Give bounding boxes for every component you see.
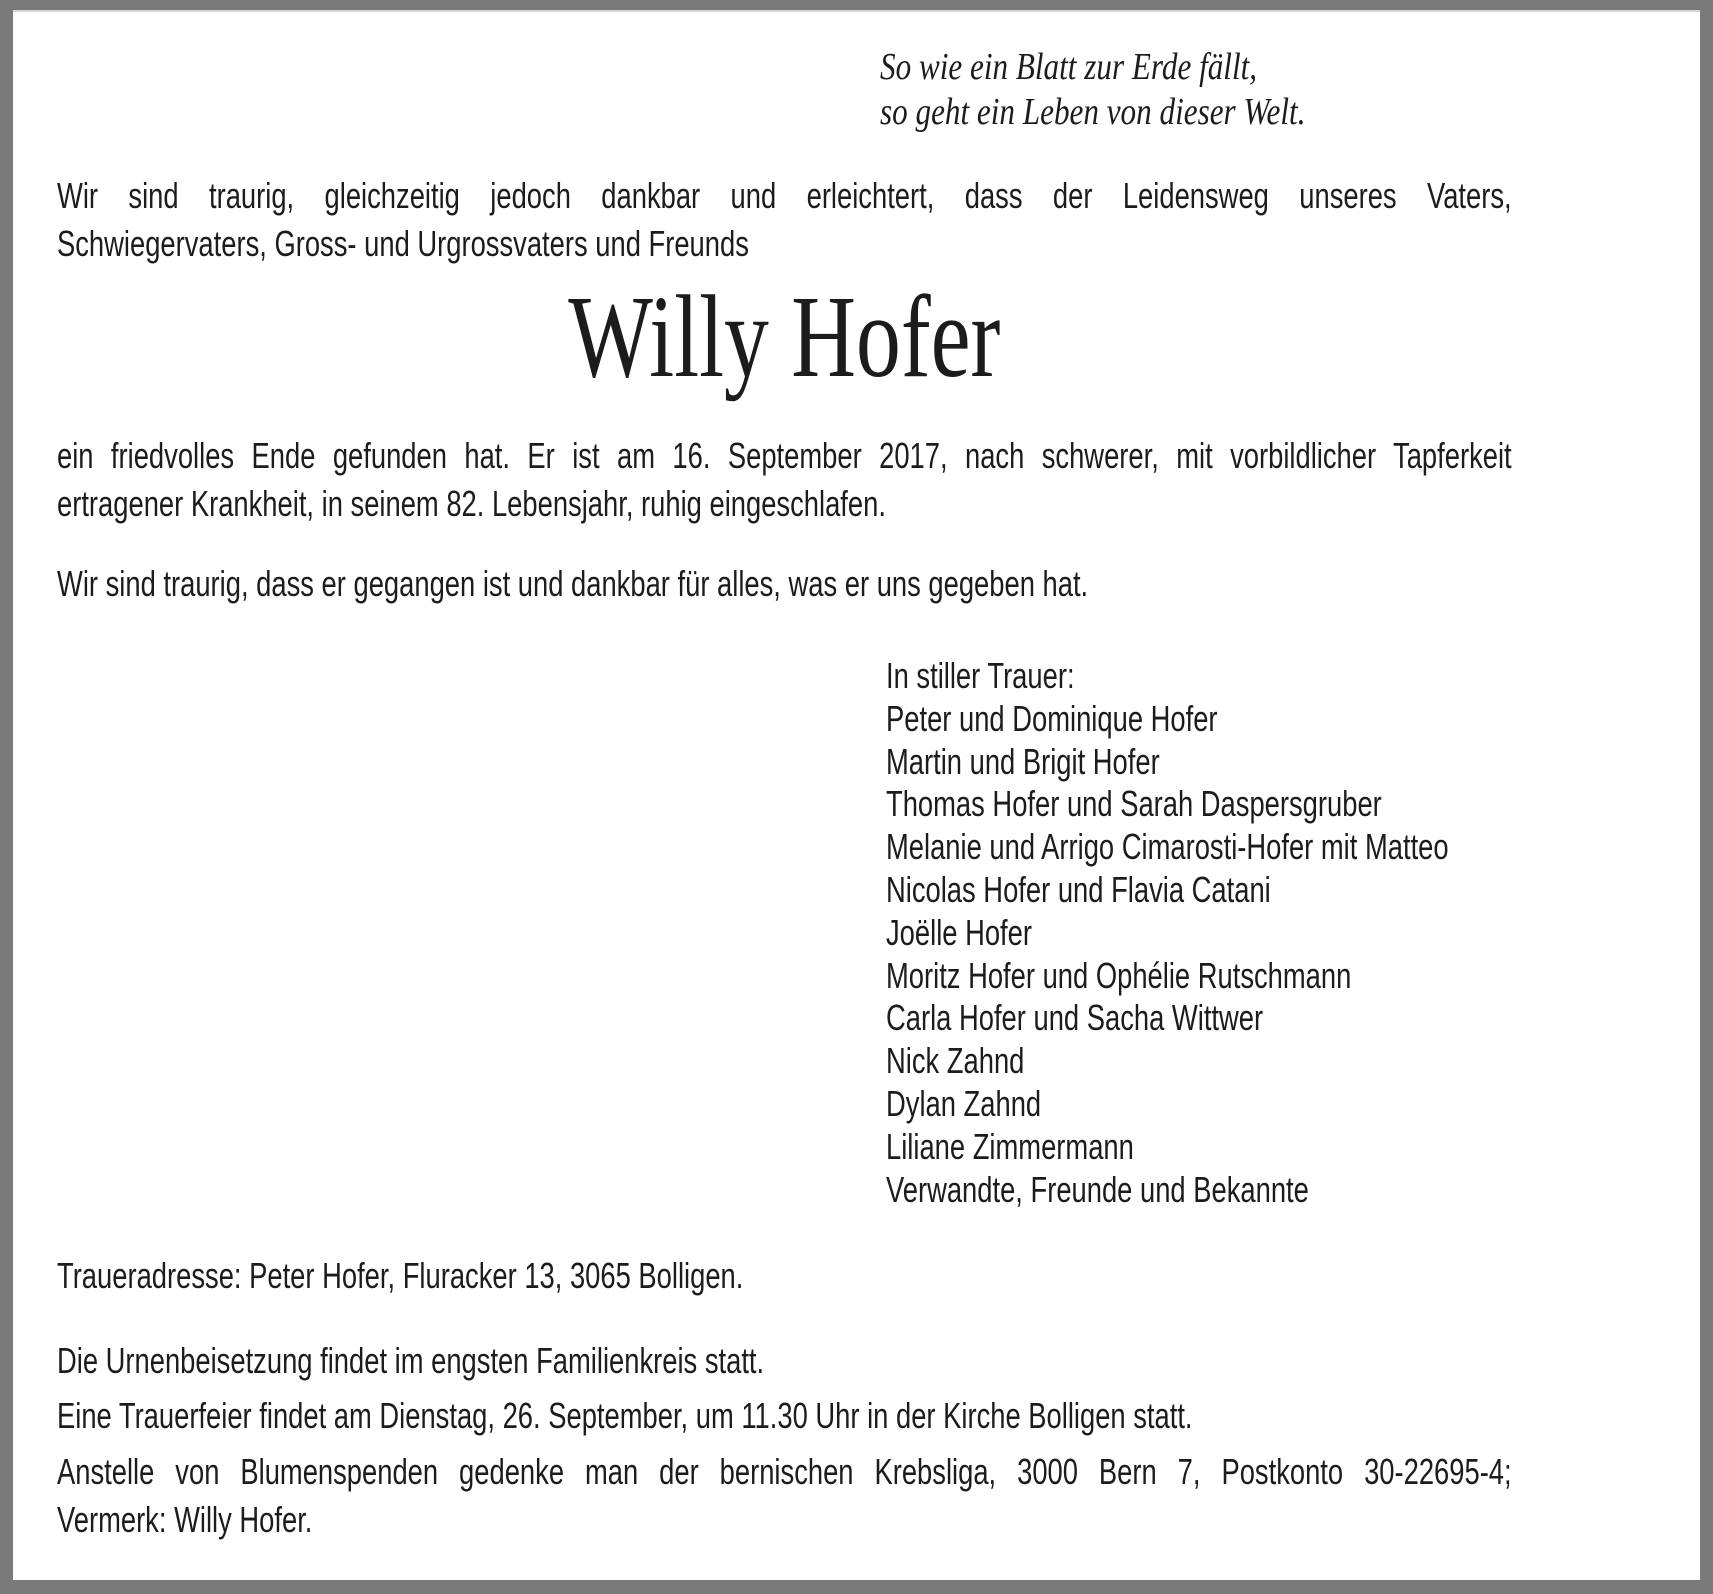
gratitude-text: Wir sind traurig, dass er gegangen ist und dankbar für alles, was er uns gegeben hat. <box>57 563 1089 604</box>
intro-paragraph <box>57 172 1512 268</box>
donations-line: Anstelle von Blumenspenden gedenke man der bernischen Krebsliga, 3000 Bern 7, Postkonto 30-22695-4; <box>57 1451 1512 1492</box>
mourner-name: Carla Hofer und Sacha Wittwer <box>886 997 1264 1039</box>
deceased-name: Willy Hofer <box>568 271 1001 402</box>
epigraph-lines <box>880 45 1305 135</box>
mourner-name: Dylan Zahnd <box>886 1082 1042 1124</box>
mourner-name: Nick Zahnd <box>886 1040 1025 1082</box>
mourner-name: Martin und Brigit Hofer <box>886 740 1160 782</box>
death-notice-paragraph <box>57 432 1512 528</box>
mourner-name: Moritz Hofer und Ophélie Rutschmann <box>886 954 1352 996</box>
mourners-section <box>886 655 1626 1211</box>
mourner-name: Nicolas Hofer und Flavia Catani <box>886 868 1271 910</box>
burial-info <box>57 1337 987 1385</box>
deceased-name-heading <box>57 267 1512 407</box>
service-info <box>57 1392 1551 1440</box>
obituary-page <box>13 10 1700 1580</box>
mourner-name: Thomas Hofer und Sarah Daspersgruber <box>886 783 1382 825</box>
death-notice-line: ertragener Krankheit, in seinem 82. Lebensjahr, ruhig eingeschlafen. <box>57 483 886 524</box>
mourner-name: Melanie und Arrigo Cimarosti-Hofer mit Matteo <box>886 826 1449 868</box>
mourner-name: Peter und Dominique Hofer <box>886 697 1218 739</box>
donations-line: Vermerk: Willy Hofer. <box>57 1499 313 1540</box>
mourner-name: Joëlle Hofer <box>886 911 1032 953</box>
epigraph-line: So wie ein Blatt zur Erde fällt, <box>880 46 1258 88</box>
mourners-names <box>886 698 1449 1212</box>
donations-note <box>57 1448 1512 1544</box>
intro-line: Schwiegervaters, Gross- und Urgrossvaters und Freunds <box>57 223 749 264</box>
burial-info-text: Die Urnenbeisetzung findet im engsten Familienkreis statt. <box>57 1340 765 1381</box>
intro-line: Wir sind traurig, gleichzeitig jedoch dankbar und erleichtert, dass der Leidensweg unseres Vaters, <box>57 175 1512 216</box>
gratitude-sentence <box>57 560 1414 608</box>
epigraph-line: so geht ein Leben von dieser Welt. <box>880 91 1306 133</box>
mourner-name: Verwandte, Freunde und Bekannte <box>886 1168 1309 1210</box>
service-info-text: Eine Trauerfeier findet am Dienstag, 26. September, um 11.30 Uhr in der Kirche Bolligen statt. <box>57 1395 1193 1436</box>
death-notice-line: ein friedvolles Ende gefunden hat. Er ist am 16. September 2017, nach schwerer, mit vorbildlicher Tapferkeit <box>57 435 1512 476</box>
mourner-name: Liliane Zimmermann <box>886 1125 1134 1167</box>
mourning-address <box>57 1252 960 1300</box>
epigraph <box>880 45 1399 135</box>
mourners-heading: In stiller Trauer: <box>886 655 1075 696</box>
mourning-address-text: Traueradresse: Peter Hofer, Fluracker 13, 3065 Bolligen. <box>57 1255 744 1296</box>
